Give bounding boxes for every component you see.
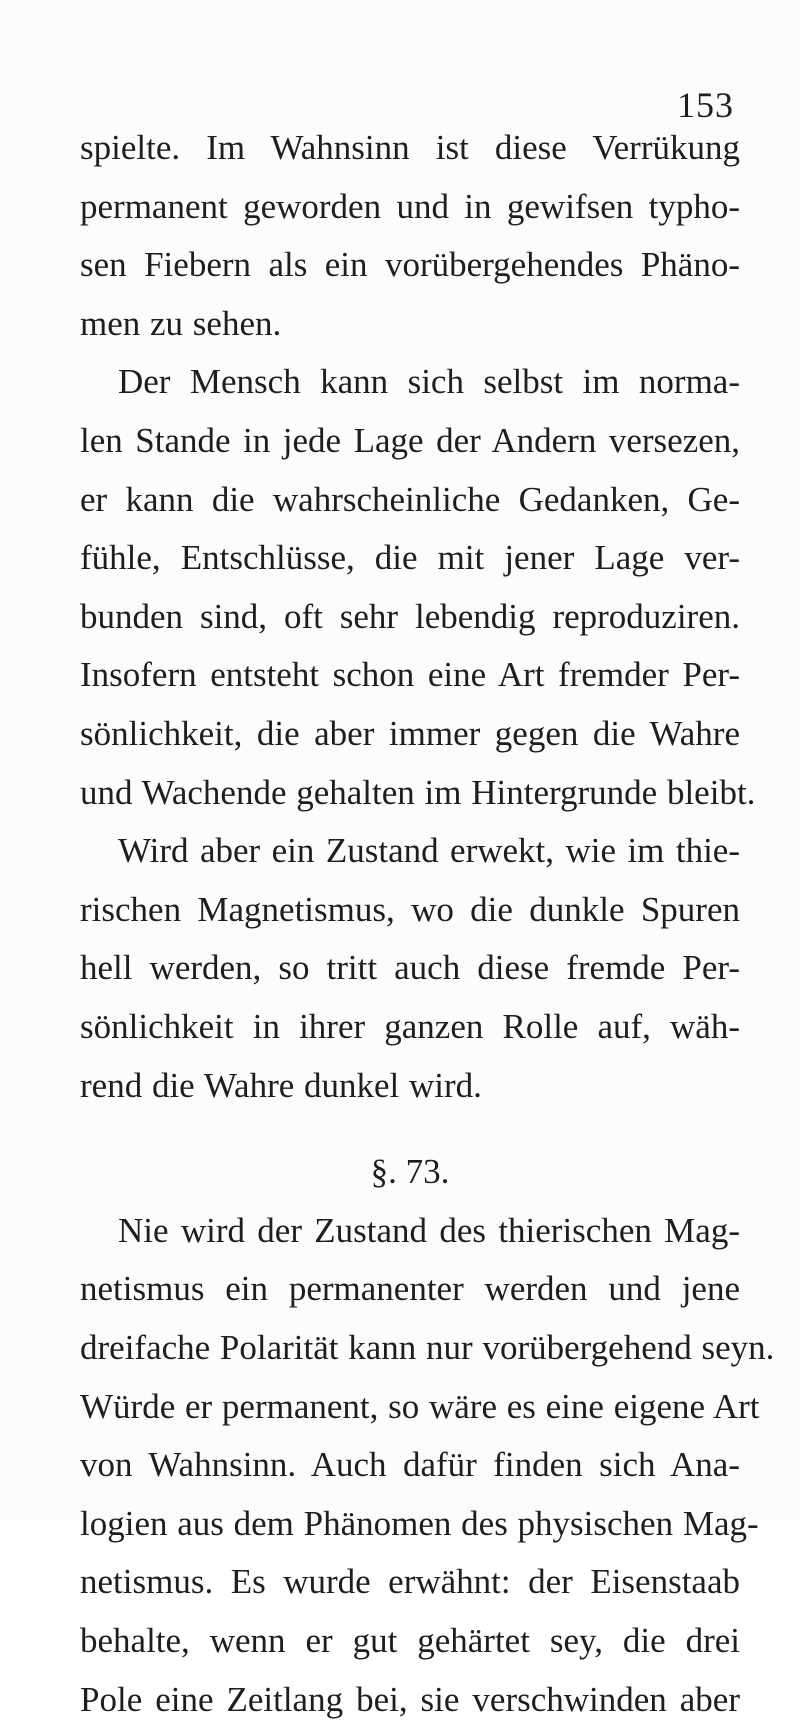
- text-line: sen Fiebern als ein vorübergehendes Phäno-: [80, 245, 740, 285]
- text-line: netismus ein permanenter werden und jene: [80, 1269, 740, 1309]
- text-line: Pole eine Zeitlang bei, sie verschwinden aber: [80, 1679, 740, 1719]
- text-line: rischen Magnetismus, wo die dunkle Spuren: [80, 889, 740, 929]
- text-line: behalte, wenn er gut gehärtet sey, die drei: [80, 1621, 740, 1660]
- text-line: fühle, Entschlüsse, die mit jener Lage ver-: [80, 538, 740, 578]
- text-line: Der Mensch kann sich selbst im norma-: [118, 362, 740, 402]
- text-line: er kann die wahrscheinliche Gedanken, Ge-: [80, 479, 740, 519]
- text-line: permanent geworden und in gewifsen typho-: [80, 186, 740, 226]
- text-line: Insofern entsteht schon eine Art fremder Per-: [80, 655, 740, 695]
- text-line: spielte. Im Wahnsinn ist diese Verrükung: [80, 128, 740, 167]
- text-line: Wird aber ein Zustand erwekt, wie im thie-: [118, 831, 740, 871]
- text-line: und Wachende gehalten im Hintergrunde bleibt.: [80, 772, 756, 812]
- text-line: Nie wird der Zustand des thierischen Mag-: [118, 1210, 740, 1250]
- page-number: 153: [677, 85, 734, 125]
- section-heading: §. 73.: [370, 1152, 450, 1192]
- text-line: sönlichkeit in ihrer ganzen Rolle auf, wäh-: [80, 1007, 740, 1046]
- text-line: dreifache Polarität kann nur vorübergehend seyn.: [80, 1328, 775, 1367]
- text-line: rend die Wahre dunkel wird.: [80, 1065, 482, 1105]
- text-line: sönlichkeit, die aber immer gegen die Wahre: [80, 714, 740, 753]
- text-line: von Wahnsinn. Auch dafür finden sich Ana-: [80, 1445, 740, 1485]
- text-line: bunden sind, oft sehr lebendig reproduziren.: [80, 596, 740, 636]
- text-line: len Stande in jede Lage der Andern versezen,: [80, 421, 740, 460]
- text-line: logien aus dem Phänomen des physischen Mag-: [80, 1503, 759, 1543]
- text-line: Würde er permanent, so wäre es eine eigene Art: [80, 1386, 760, 1426]
- text-line: men zu sehen.: [80, 303, 282, 343]
- text-line: hell werden, so tritt auch diese fremde Per-: [80, 948, 740, 988]
- text-line: netismus. Es wurde erwähnt: der Eisenstaab: [80, 1562, 740, 1602]
